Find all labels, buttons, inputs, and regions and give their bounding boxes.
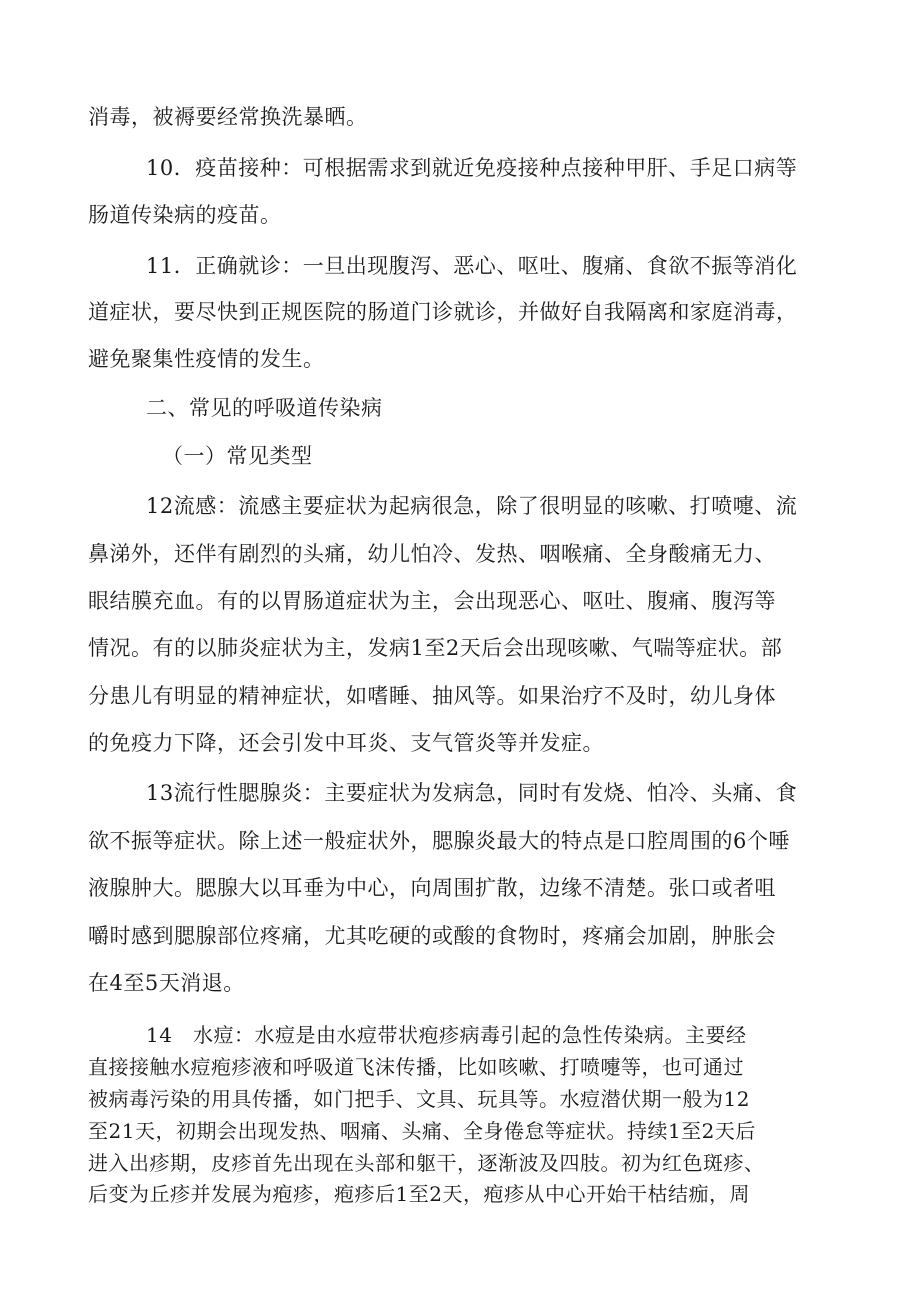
text-line: 11．正确就诊：一旦出现腹泻、恶心、呕吐、腹痛、食欲不振等消化 <box>146 254 798 278</box>
text-line: 后变为丘疹并发展为疱疹，疱疹后1至2天，疱疹从中心开始干枯结痂，周 <box>88 1182 750 1206</box>
text-line: 直接接触水痘疱疹液和呼吸道飞沫传播，比如咳嗽、打喷嚏等，也可通过 <box>88 1055 744 1079</box>
text-line: 情况。有的以肺炎症状为主，发病1至2天后会出现咳嗽、气喘等症状。部 <box>88 636 783 660</box>
text-line: 13流行性腮腺炎：主要症状为发病急，同时有发烧、怕冷、头痛、食 <box>146 781 798 805</box>
section-heading: 二、常见的呼吸道传染病 <box>146 396 383 420</box>
text-line: 14 水痘：水痘是由水痘带状疱疹病毒引起的急性传染病。主要经 <box>146 1023 747 1047</box>
text-line: 12流感：流感主要症状为起病很急，除了很明显的咳嗽、打喷嚏、流 <box>146 494 798 518</box>
text-line: 欲不振等症状。除上述一般症状外，腮腺炎最大的特点是口腔周围的6个唾 <box>88 829 790 853</box>
text-line: 嚼时感到腮腺部位疼痛，尤其吃硬的或酸的食物时，疼痛会加剧，肿胀会 <box>88 924 776 948</box>
text-line: 分患儿有明显的精神症状，如嗜睡、抽风等。如果治疗不及时，幼儿身体 <box>88 684 776 708</box>
text-line: 的免疫力下降，还会引发中耳炎、支气管炎等并发症。 <box>88 731 604 755</box>
text-line: 10．疫苗接种：可根据需求到就近免疫接种点接种甲肝、手足口病等 <box>146 156 798 180</box>
text-line: 道症状，要尽快到正规医院的肠道门诊就诊，并做好自我隔离和家庭消毒， <box>88 300 798 324</box>
text-line: 被病毒污染的用具传播，如门把手、文具、玩具等。水痘潜伏期一般为12 <box>88 1087 750 1111</box>
text-line: 进入出疹期，皮疹首先出现在头部和躯干，逐渐波及四肢。初为红色斑疹、 <box>88 1151 765 1175</box>
subsection-heading: （一）常见类型 <box>162 444 313 468</box>
text-line: 消毒，被褥要经常换洗暴晒。 <box>88 105 368 129</box>
text-line: 眼结膜充血。有的以胃肠道症状为主，会出现恶心、呕吐、腹痛、腹泻等 <box>88 589 776 613</box>
text-line: 避免聚集性疫情的发生。 <box>88 347 325 371</box>
text-line: 鼻涕外，还伴有剧烈的头痛，幼儿怕冷、发热、咽喉痛、全身酸痛无力、 <box>88 542 776 566</box>
text-line: 肠道传染病的疫苗。 <box>88 203 282 227</box>
text-line: 至21天，初期会出现发热、咽痛、头痛、全身倦怠等症状。持续1至2天后 <box>88 1119 756 1143</box>
text-line: 液腺肿大。腮腺大以耳垂为中心，向周围扩散，边缘不清楚。张口或者咀 <box>88 876 776 900</box>
text-line: 在4至5天消退。 <box>88 971 245 995</box>
